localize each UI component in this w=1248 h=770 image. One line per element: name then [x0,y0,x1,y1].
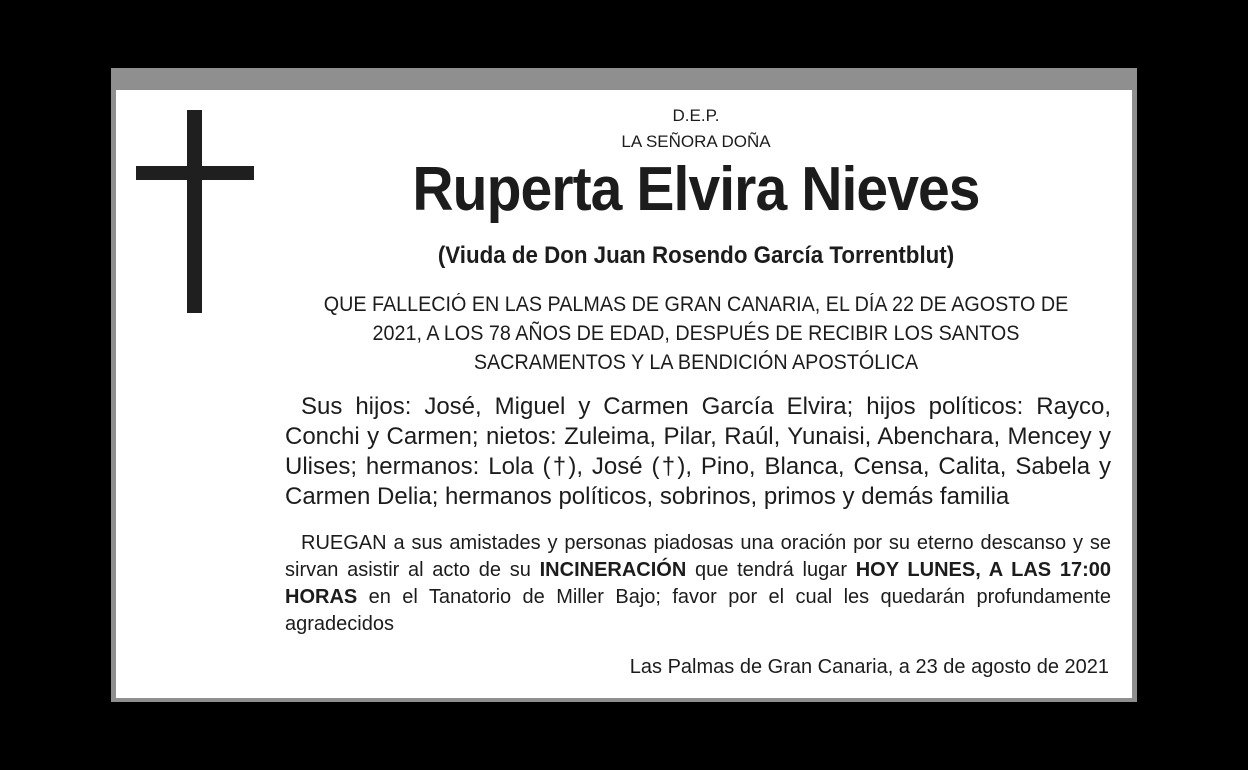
widow-of-line: (Viuda de Don Juan Rosendo García Torrentblut) [437,242,955,269]
prayer-request: RUEGAN a sus amistades y personas piadosas una oración por su eterno descanso y se sirvan asistir al acto de su INCINERACIÓN que tendrá lugar HOY LUNES, A LAS 17:00 HORAS en el Tanatorio de Miller Bajo; favor por el cual les quedarán profundamente agradecidos [285,532,1112,635]
deceased-name: Ruperta Elvira Nieves [412,155,980,224]
family-list: Sus hijos: José, Miguel y Carmen García Elvira; hijos políticos: Rayco, Conchi y Carmen; nietos: Zuleima, Pilar, Raúl, Yunaisi, Abenchara, Mencey y Ulises; hermanos: Lola (†), José (†), Pino, Blanca, Censa, Calita, Sabela y Carmen Delia; hermanos políticos, sobrinos, primos y demás familia [285,393,1111,510]
notice-frame [111,68,1137,702]
death-statement: QUE FALLECIÓ EN LAS PALMAS DE GRAN CANARIA, EL DÍA 22 DE AGOSTO DE 2021, A LOS 78 AÑOS DE EDAD, DESPUÉS DE RECIBIR LOS SANTOS SACRAMENTOS Y LA BENDICIÓN APOSTÓLICA [323,293,1069,374]
ceremony-type: INCINERACIÓN [539,559,687,581]
dep-heading: D.E.P. [672,106,720,125]
ceremony-time: HOY LUNES, A LAS 17:00 HORAS [285,559,1112,608]
obituary-card [116,90,1132,698]
honorific-line: LA SEÑORA DOÑA [621,132,771,151]
place-date: Las Palmas de Gran Canaria, a 23 de agosto de 2021 [629,656,1109,678]
cross-icon [136,110,256,313]
